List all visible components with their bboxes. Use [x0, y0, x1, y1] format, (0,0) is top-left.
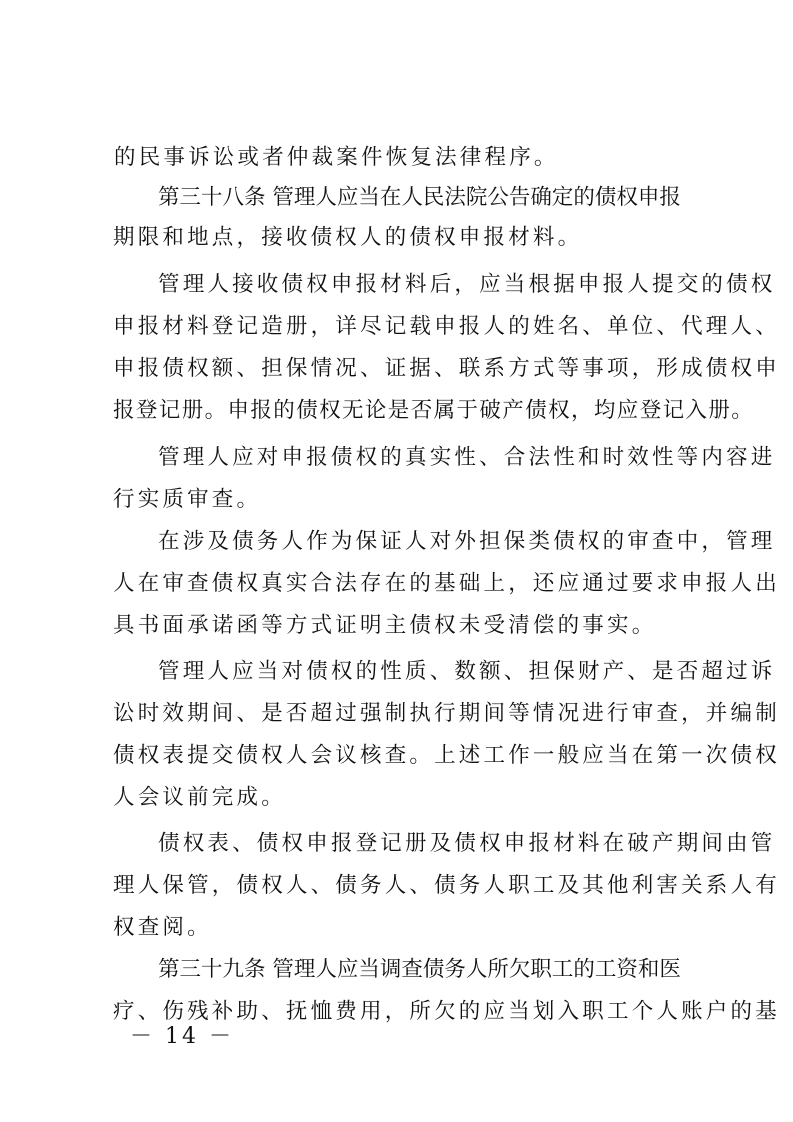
- text-line: 在涉及债务人作为保证人对外担保类债权的审查中，管理: [158, 529, 776, 554]
- text-line: 管理人应对申报债权的真实性、合法性和时效性等内容进: [158, 445, 776, 470]
- text-line: 理人保管，债权人、债务人、债务人职工及其他利害关系人有: [113, 873, 780, 898]
- text-line: 申报债权额、担保情况、证据、联系方式等事项，形成债权申: [113, 356, 780, 381]
- page-number: － 14 －: [130, 1024, 234, 1049]
- text-line: 管理人应当对债权的性质、数额、担保财产、是否超过诉: [158, 659, 776, 684]
- text-line: 的民事诉讼或者仲裁案件恢复法律程序。: [114, 145, 559, 170]
- article-38-heading-line: [158, 178, 698, 218]
- text-line: 具书面承诺函等方式证明主债权未受清偿的事实。: [113, 613, 657, 638]
- text-line: 申报材料登记造册，详尽记载申报人的姓名、单位、代理人、: [113, 314, 780, 339]
- text-line: 第三十八条 管理人应当在人民法院公告确定的债权申报: [158, 185, 681, 210]
- text-line: 人会议前完成。: [113, 785, 286, 810]
- text-line: 债权表、债权申报登记册及债权申报材料在破产期间由管: [158, 831, 776, 856]
- text-line: 第三十九条 管理人应当调查债务人所欠职工的工资和医: [158, 957, 681, 982]
- article-39-heading-line: [158, 950, 698, 990]
- text-line: 债权表提交债权人会议核查。上述工作一般应当在第一次债权: [113, 743, 780, 768]
- text-line: 人在审查债权真实合法存在的基础上，还应通过要求申报人出: [113, 571, 780, 596]
- text-line: 管理人接收债权申报材料后，应当根据申报人提交的债权: [158, 272, 776, 297]
- text-line: 权查阅。: [113, 915, 212, 940]
- text-line: 讼时效期间、是否超过强制执行期间等情况进行审查，并编制: [113, 701, 780, 726]
- text-line: 期限和地点，接收债权人的债权申报材料。: [113, 225, 583, 250]
- text-line: 报登记册。申报的债权无论是否属于破产债权，均应登记入册。: [113, 398, 755, 423]
- text-line: 疗、伤残补助、抚恤费用，所欠的应当划入职工个人账户的基: [113, 999, 780, 1024]
- text-line: 行实质审查。: [113, 487, 262, 512]
